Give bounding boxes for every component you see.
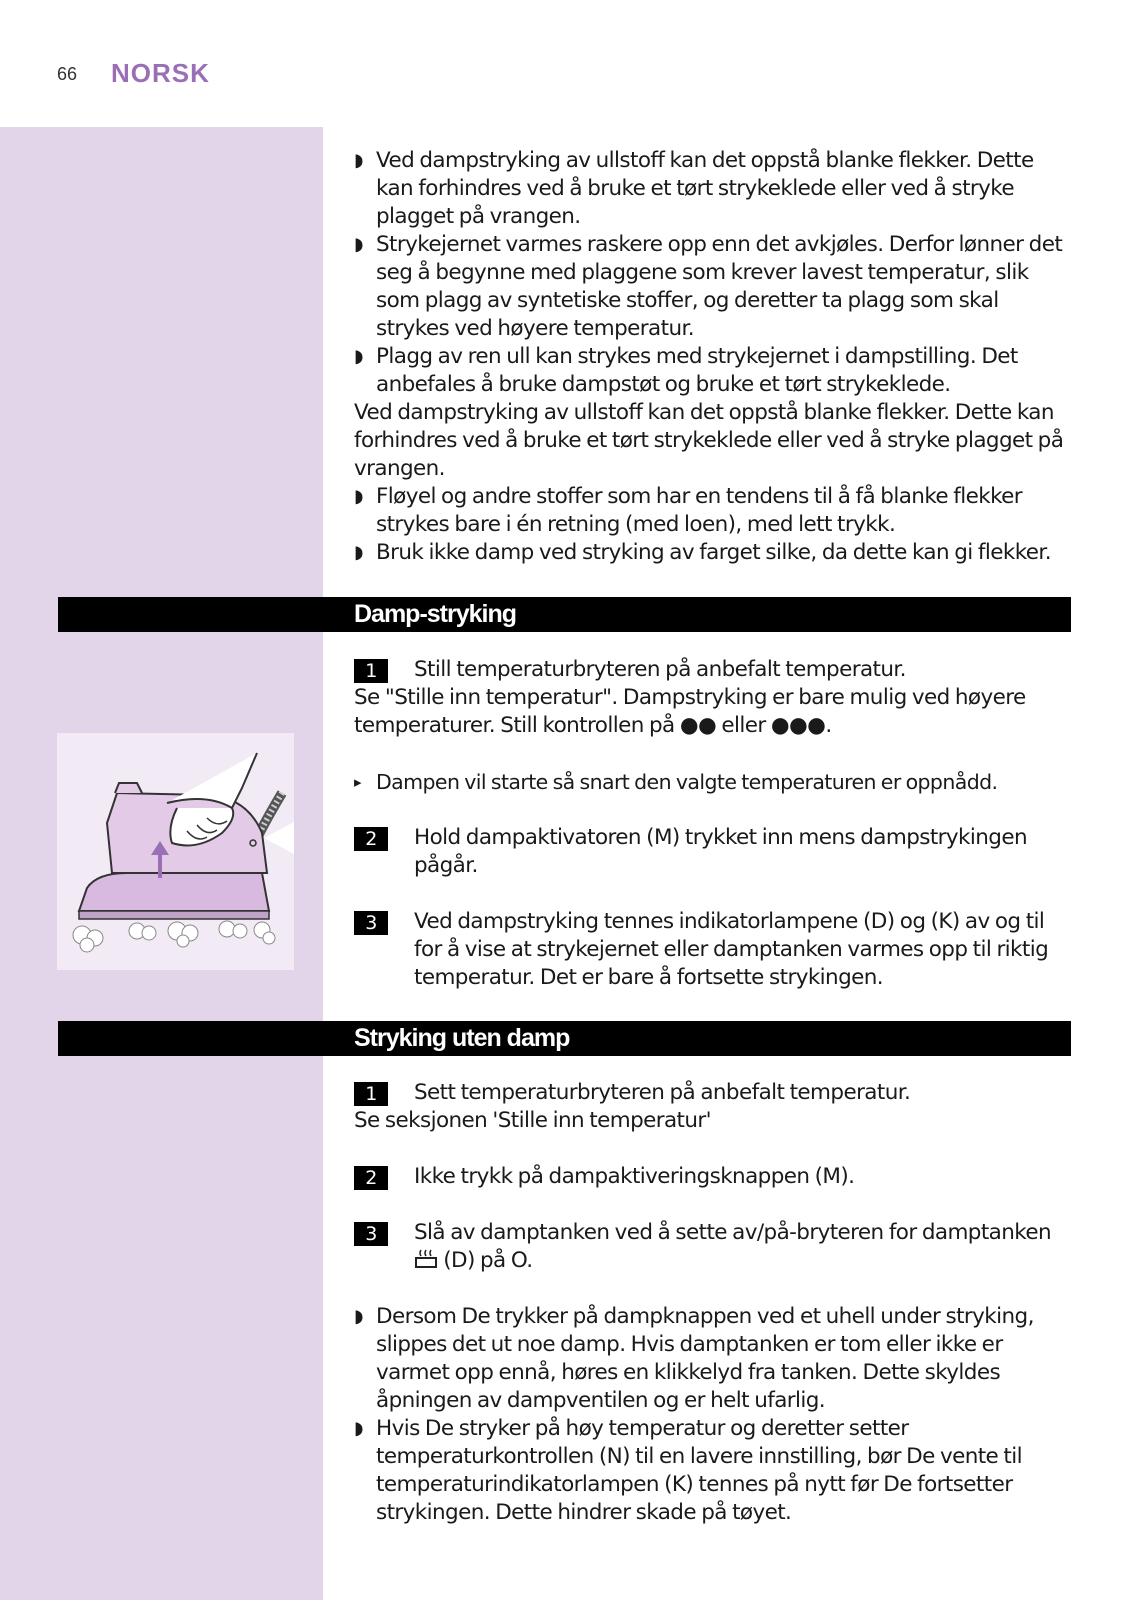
steam-iron-icon — [57, 733, 294, 970]
step-item — [354, 1163, 1074, 1191]
dry-bullet: ◗ Dersom De trykker på dampknappen ved et uhell under stryking, slippes det ut noe damp. Hvis damptanken er tom eller ikke er varmet opp ennå, høres en klikkelyd fra tanken. Dette skyldes åpningen av dampventilen og er helt ufarlig. — [354, 1303, 1074, 1415]
intro-paragraph: Ved dampstryking av ullstoff kan det oppstå blanke flekker. Dette kan forhindres ved å bruke et tørt strykeklede eller ved å stryke plagget på vrangen. — [354, 400, 1064, 481]
intro-bullet: ◗ Strykejernet varmes raskere opp enn det avkjøles. Derfor lønner det seg å begynne med plaggene som krever lavest temperatur, slik som plagg av syntetiske stoffer, og deretter ta plagg som skal strykes ved høyere temperatur. — [354, 231, 1074, 343]
step-item — [354, 908, 1074, 992]
intro-bullet: ◗ Ved dampstryking av ullstoff kan det oppstå blanke flekker. Dette kan forhindres ved å bruke et tørt strykeklede eller ved å stryke plagget på vrangen. — [354, 147, 1074, 231]
step-text: Hold dampaktivatoren (M) trykket inn mens dampstrykingen pågår. — [414, 825, 1027, 878]
step-text: Ikke trykk på dampaktiveringsknappen (M). — [414, 1164, 855, 1189]
damp-section — [354, 656, 1074, 992]
step-number: 2 — [354, 1166, 388, 1190]
section-heading: Stryking uten damp — [354, 1024, 570, 1052]
intro-bullet: ◗ Plagg av ren ull kan strykes med strykejernet i dampstilling. Det anbefales å bruke dampstøt og bruke et tørt strykeklede. — [354, 343, 1074, 399]
section-banner-damp — [58, 597, 1071, 632]
iron-illustration — [57, 733, 294, 970]
step-item — [354, 1219, 1074, 1275]
step-note: Se seksjonen 'Stille inn temperatur' — [354, 1108, 711, 1133]
step-text: Sett temperaturbryteren på anbefalt temperatur. — [414, 1080, 911, 1105]
step-number: 1 — [354, 659, 388, 683]
dry-section — [354, 1079, 1074, 1527]
step-item — [354, 656, 1074, 684]
dry-bullet: ◗ Hvis De stryker på høy temperatur og deretter setter temperaturkontrollen (N) til en lavere innstilling, bør De vente til temperaturindikatorlampen (K) tennes på nytt før De fortsetter strykingen. Dette hindrer skade på tøyet. — [354, 1415, 1074, 1527]
step-text: (D) på O. — [443, 1248, 533, 1273]
step-number: 1 — [354, 1082, 388, 1106]
step-text: Still temperaturbryteren på anbefalt temperatur. — [414, 657, 906, 682]
section-banner-dry — [58, 1021, 1071, 1056]
step-item — [354, 824, 1074, 880]
result-item: ▸ Dampen vil starte så snart den valgte temperaturen er oppnådd. — [354, 768, 1074, 796]
intro-bullet: ◗ Fløyel og andre stoffer som har en tendens til å få blanke flekker strykes bare i én retning (med loen), med lett trykk. — [354, 483, 1074, 539]
step-number: 2 — [354, 827, 388, 851]
intro-section — [354, 147, 1074, 567]
step-number: 3 — [354, 911, 388, 935]
page-number: 66 — [57, 64, 78, 84]
step-item — [354, 1079, 1074, 1107]
steam-tank-icon — [414, 1249, 438, 1267]
step-text: Ved dampstryking tennes indikatorlampene (D) og (K) av og til for å vise at strykejernet eller damptanken varmes opp til riktig temperatur. Det er bare å fortsette strykingen. — [414, 909, 1049, 990]
step-number: 3 — [354, 1222, 388, 1246]
intro-bullet: ◗ Bruk ikke damp ved stryking av farget silke, da dette kan gi flekker. — [354, 539, 1074, 567]
illustration-pointer — [264, 822, 294, 854]
section-heading: Damp-stryking — [354, 600, 517, 628]
step-note: Se "Stille inn temperatur". Dampstryking er bare mulig ved høyere temperaturer. Still kontrollen på ●● eller ●●●. — [354, 685, 1026, 738]
language-label: NORSK — [111, 58, 210, 88]
step-text: Slå av damptanken ved å sette av/på-bryteren for damptanken — [414, 1220, 1051, 1245]
